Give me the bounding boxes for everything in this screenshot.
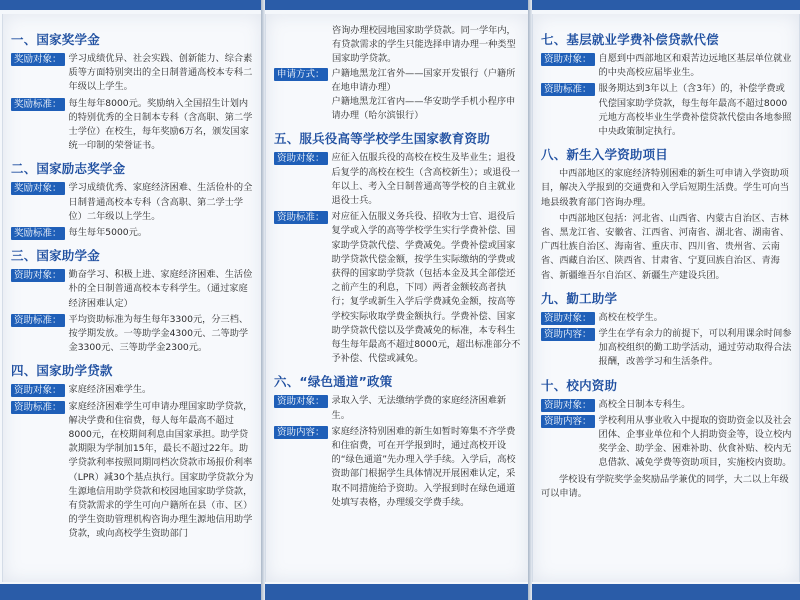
field-text: 学校利用从事业收入中提取的资助资金以及社会团体、企事业单位和个人捐助资金等，设立校内奖学金、助学金、困难补助、伙食补贴、校内无息借款、减免学费等资助项目，实施校内资助。 xyxy=(598,414,792,469)
section-title: 四、国家助学贷款 xyxy=(11,363,113,379)
section-title: 六、“绿色通道”政策 xyxy=(274,374,393,390)
field-text: 录取入学、无法缴纳学费的家庭经济困难新生。 xyxy=(331,395,507,421)
section-title: 二、国家励志奖学金 xyxy=(11,161,126,177)
field-text: 高校全日制本专科生。 xyxy=(598,398,691,410)
apply-line-1: 户籍地黑龙江省外——国家开发银行（户籍所在地申请办理） xyxy=(331,67,516,93)
label-tag: 申请方式： xyxy=(274,68,328,81)
field-text: 学习成绩优秀、家庭经济困难、生活俭朴的全日制普通高校本专科（含高职、第二学士学位）二年级以上学生。 xyxy=(68,182,253,222)
field-row xyxy=(11,400,256,542)
field-row xyxy=(11,383,256,397)
field-row xyxy=(11,97,256,154)
fold-crease xyxy=(261,0,265,600)
field-text: 学习成绩优异、社会实践、创新能力、综合素质等方面特别突出的全日制普通高校本专科二年级以上学生。 xyxy=(68,53,253,93)
field-text: 家庭经济困难学生。 xyxy=(68,384,152,396)
field-row xyxy=(11,181,256,224)
label-tag: 奖励标准： xyxy=(11,227,65,240)
label-tag: 奖励对象： xyxy=(11,182,65,195)
field-text: 家庭经济困难学生可申请办理国家助学贷款，解决学费和住宿费，每人每年最高不超过8000元，在校期间利息由国家承担。助学贷款期限为学制加15年，最长不超过22年。助学贷款利率按照同期同档次贷款市场报价利率（LPR）减30个基点执行。国家助学贷款分为生源地信用助学贷款和校园地国家助学贷款，有贷款需求的学生可向户籍所在县（市、区）的学生资助管理机构咨询办理生源地信用助学贷款，或向高校学生资助部门 xyxy=(68,400,254,540)
label-tag: 资助标准： xyxy=(274,211,328,224)
label-tag: 资助内容： xyxy=(274,426,328,439)
field-row xyxy=(11,313,256,356)
field-row xyxy=(541,327,793,370)
field-row xyxy=(541,82,793,139)
section-title: 三、国家助学金 xyxy=(11,248,100,264)
section-title: 七、基层就业学费补偿贷款代偿 xyxy=(541,32,719,47)
field-row xyxy=(274,67,522,124)
panel-right xyxy=(532,14,800,582)
panel-middle xyxy=(265,14,529,582)
label-tag: 资助对象： xyxy=(11,384,65,397)
field-row xyxy=(541,52,793,80)
field-text: 学生在学有余力的前提下，可以利用课余时间参加高校组织的勤工助学活动，通过劳动取得合法报酬，改善学习和生活条件。 xyxy=(598,328,792,368)
field-row xyxy=(274,210,522,366)
label-tag: 资助内容： xyxy=(541,415,595,428)
field-text: 对应征入伍服义务兵役、招收为士官、退役后复学或入学的高等学校学生实行学费补偿、国家助学贷款代偿、学费减免。学费补偿或国家助学贷款代偿金额，按学生实际缴纳的学费或获得的国家助学贷款（包括本金及其全部偿还之前产生的利息，下同）两者金额较高者执行；复学或新生入学后学费减免金额，按高等学校实际收取学费金额执行。学费补偿、国家助学贷款代偿以及学费减免的标准，本专科生每生每年最高不超过8000元，超出标准部分不予补偿、代偿或减免。 xyxy=(331,211,521,365)
paragraph: 中西部地区的家庭经济特别困难的新生可申请入学资助项目，解决入学报到的交通费和入学后短期生活费。学生可向当地县级教育部门咨询办理。 xyxy=(541,168,790,208)
continued-text: 咨询办理校园地国家助学贷款。同一学年内，有贷款需求的学生只能选择申请办理一种类型国家助学贷款。 xyxy=(332,25,516,65)
field-row xyxy=(274,151,522,208)
fold-crease xyxy=(528,0,532,600)
field-row xyxy=(11,52,256,95)
paragraph: 学校设有学院奖学金奖励品学兼优的同学，大二以上年级可以申请。 xyxy=(541,473,789,499)
field-text xyxy=(332,67,522,124)
label-tag: 资助对象： xyxy=(274,152,328,165)
field-row xyxy=(274,425,522,510)
label-tag: 资助对象： xyxy=(541,399,595,412)
field-text: 每生每年8000元。奖励纳入全国招生计划内的特别优秀的全日制本专科（含高职、第二学士学位）在校生，每年奖励6万名，颁发国家统一印制的荣誉证书。 xyxy=(68,97,253,152)
label-tag: 资助对象： xyxy=(11,269,65,282)
field-row xyxy=(541,398,793,412)
section-title: 十、校内资助 xyxy=(541,377,618,393)
section-title: 九、勤工助学 xyxy=(541,290,618,306)
label-tag: 奖励标准： xyxy=(11,98,65,111)
section-title: 五、服兵役高等学校学生国家教育资助 xyxy=(274,131,490,147)
section-title: 一、国家奖学金 xyxy=(11,32,100,47)
field-row xyxy=(274,394,522,422)
field-text: 自愿到中西部地区和艰苦边远地区基层单位就业的中央高校应届毕业生。 xyxy=(598,53,792,79)
field-text: 每生每年5000元。 xyxy=(68,227,148,239)
label-tag: 资助对象： xyxy=(541,53,595,66)
field-text: 服务期达到3年以上（含3年）的，补偿学费或代偿国家助学贷款，每生每年最高不超过8000元地方高校毕业生学费补偿贷款代偿由各地参照中央政策制定执行。 xyxy=(598,83,792,138)
field-text: 勤奋学习、积极上进、家庭经济困难、生活俭朴的全日制普通高校本专科学生。（通过家庭经济困难认定） xyxy=(68,269,253,309)
field-text: 应征入伍服兵役的高校在校生及毕业生；退役后复学的高校在校生（含高校新生）；或退役一年以上、考入全日制普通高等学校的自主就业退役士兵。 xyxy=(331,152,520,207)
label-tag: 资助标准： xyxy=(11,314,65,327)
field-row xyxy=(11,226,256,240)
field-text: 高校在校学生。 xyxy=(598,311,663,323)
section-title: 八、新生入学资助项目 xyxy=(541,147,669,163)
field-row xyxy=(541,311,793,325)
panel-left xyxy=(2,14,263,582)
field-text: 平均资助标准为每生每年3300元，分三档、按学期发放。一等助学金4300元、二等助学金3300元、三等助学金2300元。 xyxy=(68,313,249,354)
paragraph: 中西部地区包括：河北省、山西省、内蒙古自治区、吉林省、黑龙江省、安徽省、江西省、河南省、湖北省、湖南省、广西壮族自治区、海南省、重庆市、四川省、贵州省、云南省、西藏自治区、陕西省、甘肃省、宁夏回族自治区、青海省、新疆维吾尔自治区、新疆生产建设兵团。 xyxy=(541,212,790,281)
field-text: 家庭经济特别困难的新生如暂时筹集不齐学费和住宿费，可在开学报到时，通过高校开设的“绿色通道”先办理入学手续。入学后，高校资助部门根据学生具体情况开展困难认定，采取不同措施给予资助。入学报到时在绿色通道处填写表格，办理缓交学费手续。 xyxy=(331,425,516,508)
field-row xyxy=(541,414,793,471)
label-tag: 资助标准： xyxy=(541,83,595,96)
apply-line-2: 户籍地黑龙江省内——华安助学手机小程序申请办理（哈尔滨银行） xyxy=(331,96,516,122)
label-tag: 奖励对象： xyxy=(11,53,65,66)
label-tag: 资助内容： xyxy=(541,328,595,341)
label-tag: 资助对象： xyxy=(274,395,328,408)
label-tag: 资助对象： xyxy=(541,312,595,325)
field-row xyxy=(11,268,256,311)
label-tag: 资助标准： xyxy=(11,401,65,414)
